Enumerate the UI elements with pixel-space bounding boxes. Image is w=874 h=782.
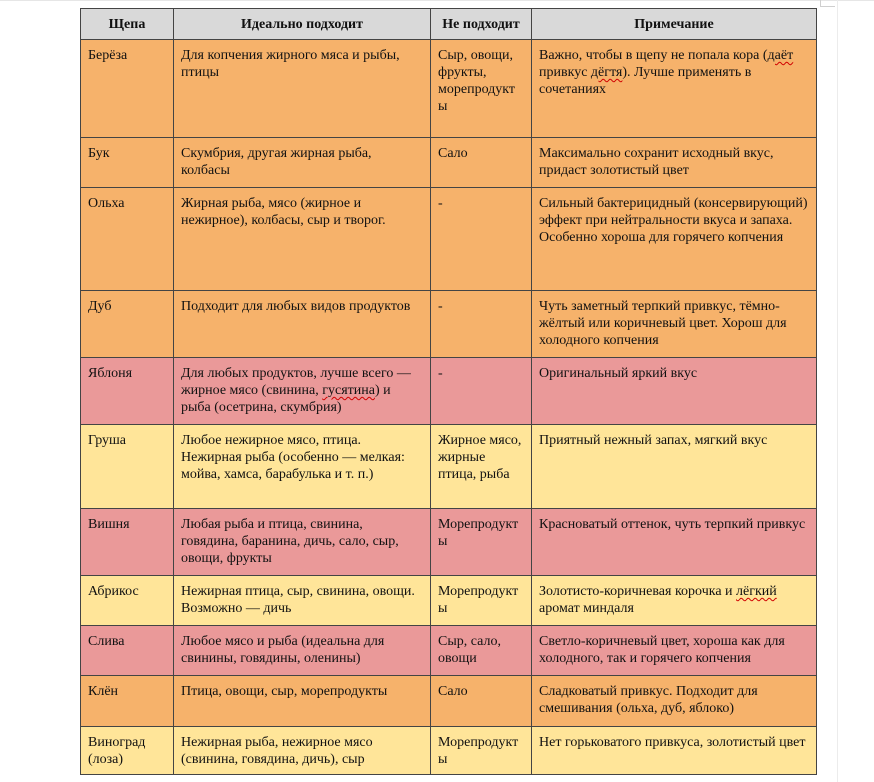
cell-ideal: Нежирная птица, сыр, свинина, овощи. Возможно — дичь bbox=[174, 576, 431, 626]
cell-not-suitable: Морепродукт ы bbox=[431, 576, 532, 626]
cell-wood: Дуб bbox=[81, 291, 174, 358]
cell-note: Сладковатый привкус. Подходит для смешивания (ольха, дуб, яблоко) bbox=[532, 676, 817, 727]
cell-wood: Слива bbox=[81, 626, 174, 676]
table-row bbox=[81, 40, 817, 138]
cell-not-suitable: - bbox=[431, 291, 532, 358]
cell-wood: Яблоня bbox=[81, 358, 174, 425]
note-text: Золотисто-коричневая корочка и bbox=[539, 584, 737, 599]
spellcheck-word: даёт bbox=[767, 48, 794, 63]
cell-ideal: Нежирная рыба, нежирное мясо (свинина, говядина, дичь), сыр bbox=[174, 727, 431, 775]
note-text: Важно, чтобы в щепу не попала кора ( bbox=[539, 48, 768, 63]
cell-not-suitable: Сало bbox=[431, 676, 532, 727]
note-text: аромат миндаля bbox=[539, 601, 634, 616]
cell-wood: Виноград (лоза) bbox=[81, 727, 174, 775]
cell-ideal: Любое мясо и рыба (идеальна для свинины, говядины, оленины) bbox=[174, 626, 431, 676]
cell-wood: Груша bbox=[81, 425, 174, 509]
cell-wood: Бук bbox=[81, 138, 174, 188]
cell-note: Оригинальный яркий вкус bbox=[532, 358, 817, 425]
cell-not-suitable: - bbox=[431, 188, 532, 291]
header-not-suitable: Не подходит bbox=[431, 9, 532, 40]
page-corner-mark bbox=[820, 0, 835, 7]
cell-ideal: Любое нежирное мясо, птица. Нежирная рыба (особенно — мелкая: мойва, хамса, барабулька и т. п.) bbox=[174, 425, 431, 509]
table-row bbox=[81, 576, 817, 626]
cell-wood: Вишня bbox=[81, 509, 174, 576]
cell-note: Приятный нежный запах, мягкий вкус bbox=[532, 425, 817, 509]
table-header-row bbox=[81, 9, 817, 40]
cell-note: Нет горьковатого привкуса, золотистый цвет bbox=[532, 727, 817, 775]
cell-not-suitable: Морепродукт ы bbox=[431, 509, 532, 576]
cell-note bbox=[532, 40, 817, 138]
cell-ideal: Скумбрия, другая жирная рыба, колбасы bbox=[174, 138, 431, 188]
table-row bbox=[81, 138, 817, 188]
table-row bbox=[81, 358, 817, 425]
table-row bbox=[81, 509, 817, 576]
ideal-text: Для любых продуктов, лучше всего — жирное мясо (свинина, bbox=[181, 366, 411, 398]
cell-note bbox=[532, 576, 817, 626]
cell-ideal: Птица, овощи, сыр, морепродукты bbox=[174, 676, 431, 727]
cell-not-suitable: Жирное мясо, жирные птица, рыба bbox=[431, 425, 532, 509]
note-text: ). Лучше применять в сочетаниях bbox=[539, 65, 752, 97]
cell-wood: Берёза bbox=[81, 40, 174, 138]
cell-not-suitable: Сыр, овощи, фрукты, морепродукт ы bbox=[431, 40, 532, 138]
table-row bbox=[81, 727, 817, 775]
note-text: привкус bbox=[539, 65, 591, 80]
cell-ideal: Для копчения жирного мяса и рыбы, птицы bbox=[174, 40, 431, 138]
cell-ideal: Подходит для любых видов продуктов bbox=[174, 291, 431, 358]
cell-ideal: Жирная рыба, мясо (жирное и нежирное), колбасы, сыр и творог. bbox=[174, 188, 431, 291]
table-row bbox=[81, 188, 817, 291]
table-row bbox=[81, 425, 817, 509]
page-top-rule bbox=[0, 0, 874, 1]
ideal-text: ) и рыба (осетрина, скумбрия) bbox=[181, 383, 391, 415]
cell-wood: Абрикос bbox=[81, 576, 174, 626]
spellcheck-word: лёгкий bbox=[736, 584, 777, 599]
cell-note: Сильный бактерицидный (консервирующий) эффект при нейтральности вкуса и запаха. Особенно хороша для горячего копчения bbox=[532, 188, 817, 291]
table-row bbox=[81, 676, 817, 727]
cell-not-suitable: - bbox=[431, 358, 532, 425]
cell-not-suitable: Сало bbox=[431, 138, 532, 188]
spellcheck-word: дёгтя bbox=[590, 65, 623, 80]
spellcheck-word: гусятина bbox=[322, 383, 375, 398]
header-ideal: Идеально подходит bbox=[174, 9, 431, 40]
cell-wood: Ольха bbox=[81, 188, 174, 291]
cell-not-suitable: Морепродукт ы bbox=[431, 727, 532, 775]
table-row bbox=[81, 291, 817, 358]
page-margin-rule bbox=[837, 0, 838, 782]
table-row bbox=[81, 626, 817, 676]
cell-not-suitable: Сыр, сало, овощи bbox=[431, 626, 532, 676]
wood-chips-table bbox=[80, 8, 817, 775]
header-note: Примечание bbox=[532, 9, 817, 40]
cell-note: Максимально сохранит исходный вкус, придаст золотистый цвет bbox=[532, 138, 817, 188]
cell-note: Чуть заметный терпкий привкус, тёмно-жёлтый или коричневый цвет. Хорош для холодного копчения bbox=[532, 291, 817, 358]
cell-wood: Клён bbox=[81, 676, 174, 727]
cell-note: Светло-коричневый цвет, хороша как для холодного, так и горячего копчения bbox=[532, 626, 817, 676]
cell-ideal: Любая рыба и птица, свинина, говядина, баранина, дичь, сало, сыр, овощи, фрукты bbox=[174, 509, 431, 576]
header-wood: Щепа bbox=[81, 9, 174, 40]
cell-note: Красноватый оттенок, чуть терпкий привкус bbox=[532, 509, 817, 576]
cell-ideal bbox=[174, 358, 431, 425]
